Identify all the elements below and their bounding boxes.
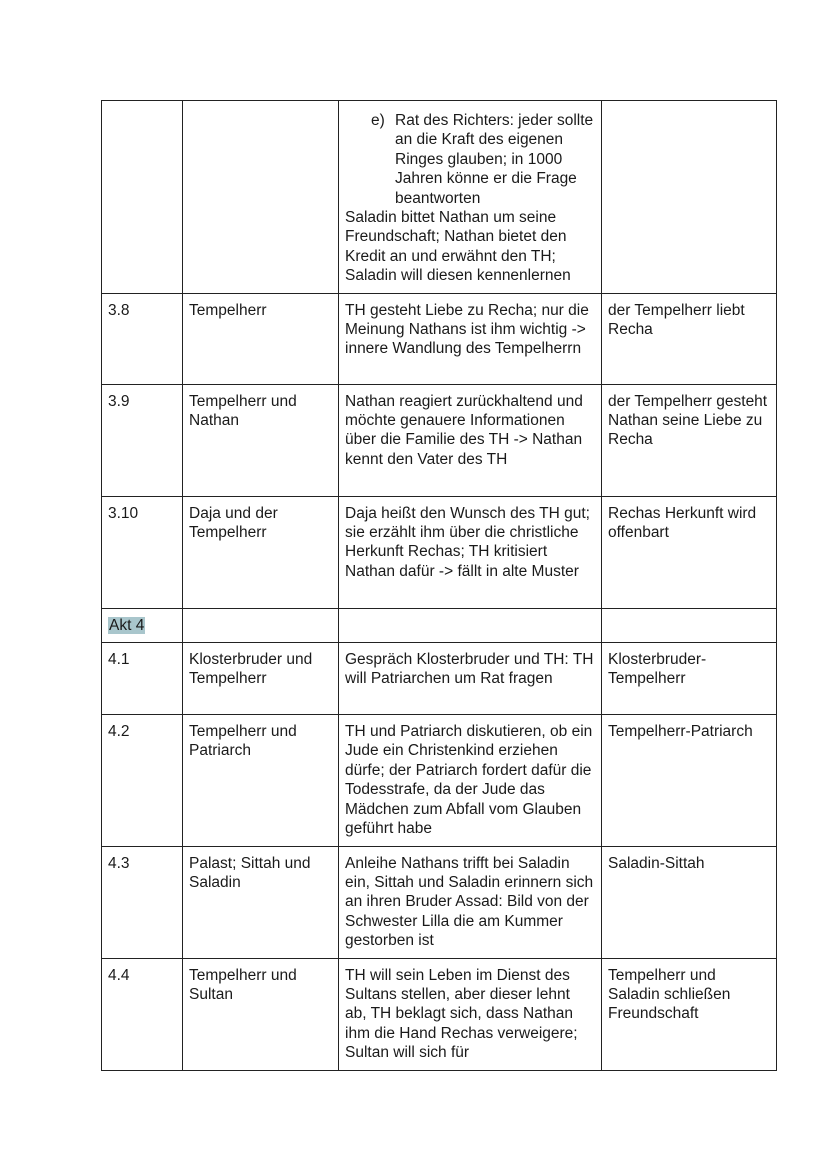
scene-cell: 3.9	[102, 384, 183, 496]
persons-cell: Tempelherr	[183, 293, 339, 384]
empty-cell	[183, 608, 339, 642]
scene-cell: 3.8	[102, 293, 183, 384]
content-cell: TH und Patriarch diskutieren, ob ein Jude ein Christenkind erziehen dürfe; der Patriarch fordert dafür die Todesstrafe, da der Jude das Mädchen zum Abfall vom Glauben geführt habe	[339, 715, 602, 846]
table-row	[102, 293, 777, 384]
persons-cell: Tempelherr und Patriarch	[183, 715, 339, 846]
content-cell: TH will sein Leben im Dienst des Sultans stellen, aber dieser lehnt ab, TH beklagt sich, dass Nathan ihm die Hand Rechas verweigere; Sultan will sich für	[339, 958, 602, 1070]
scene-cell: 4.3	[102, 846, 183, 958]
scene-cell: 4.4	[102, 958, 183, 1070]
scene-cell	[102, 101, 183, 294]
empty-cell	[602, 608, 777, 642]
persons-cell: Klosterbruder und Tempelherr	[183, 643, 339, 715]
content-cell	[339, 101, 602, 294]
summary-cell: der Tempelherr gesteht Nathan seine Liebe zu Recha	[602, 384, 777, 496]
content-text: Saladin bittet Nathan um seine Freundschaft; Nathan bietet den Kredit an und erwähnt den TH; Saladin will diesen kennenlernen	[345, 209, 571, 285]
content-cell: Nathan reagiert zurückhaltend und möchte genauere Informationen über die Familie des TH -> Nathan kennt den Vater des TH	[339, 384, 602, 496]
persons-cell: Palast; Sittah und Saladin	[183, 846, 339, 958]
summary-cell: Saladin-Sittah	[602, 846, 777, 958]
act-header-row	[102, 608, 777, 642]
summary-cell: Tempelherr-Patriarch	[602, 715, 777, 846]
content-cell: Daja heißt den Wunsch des TH gut; sie erzählt ihm über die christliche Herkunft Rechas; TH kritisiert Nathan dafür -> fällt in alte Muster	[339, 496, 602, 608]
table-row	[102, 846, 777, 958]
scene-table	[101, 100, 777, 1071]
scene-cell: 4.2	[102, 715, 183, 846]
scene-cell: 4.1	[102, 643, 183, 715]
content-cell: Anleihe Nathans trifft bei Saladin ein, Sittah und Saladin erinnern sich an ihren Bruder Assad: Bild von der Schwester Lilla die am Kummer gestorben ist	[339, 846, 602, 958]
table-row	[102, 384, 777, 496]
scene-cell: 3.10	[102, 496, 183, 608]
empty-cell	[339, 608, 602, 642]
persons-cell: Daja und der Tempelherr	[183, 496, 339, 608]
list-text: Rat des Richters: jeder sollte an die Kraft des eigenen Ringes glauben; in 1000 Jahren könne er die Frage beantworten	[395, 112, 594, 207]
summary-cell	[602, 101, 777, 294]
summary-cell: Klosterbruder-Tempelherr	[602, 643, 777, 715]
content-cell: TH gesteht Liebe zu Recha; nur die Meinung Nathans ist ihm wichtig -> innere Wandlung des Tempelherrn	[339, 293, 602, 384]
table-row	[102, 101, 777, 294]
persons-cell	[183, 101, 339, 294]
persons-cell: Tempelherr und Nathan	[183, 384, 339, 496]
table-row	[102, 715, 777, 846]
act-label-cell	[102, 608, 183, 642]
act-label: Akt 4	[109, 616, 145, 634]
list-marker: e)	[371, 112, 385, 129]
table-row	[102, 496, 777, 608]
table-row	[102, 643, 777, 715]
summary-cell: Rechas Herkunft wird offenbart	[602, 496, 777, 608]
list-item	[345, 111, 595, 208]
persons-cell: Tempelherr und Sultan	[183, 958, 339, 1070]
content-cell: Gespräch Klosterbruder und TH: TH will Patriarchen um Rat fragen	[339, 643, 602, 715]
summary-cell: Tempelherr und Saladin schließen Freundschaft	[602, 958, 777, 1070]
table-row	[102, 958, 777, 1070]
summary-cell: der Tempelherr liebt Recha	[602, 293, 777, 384]
